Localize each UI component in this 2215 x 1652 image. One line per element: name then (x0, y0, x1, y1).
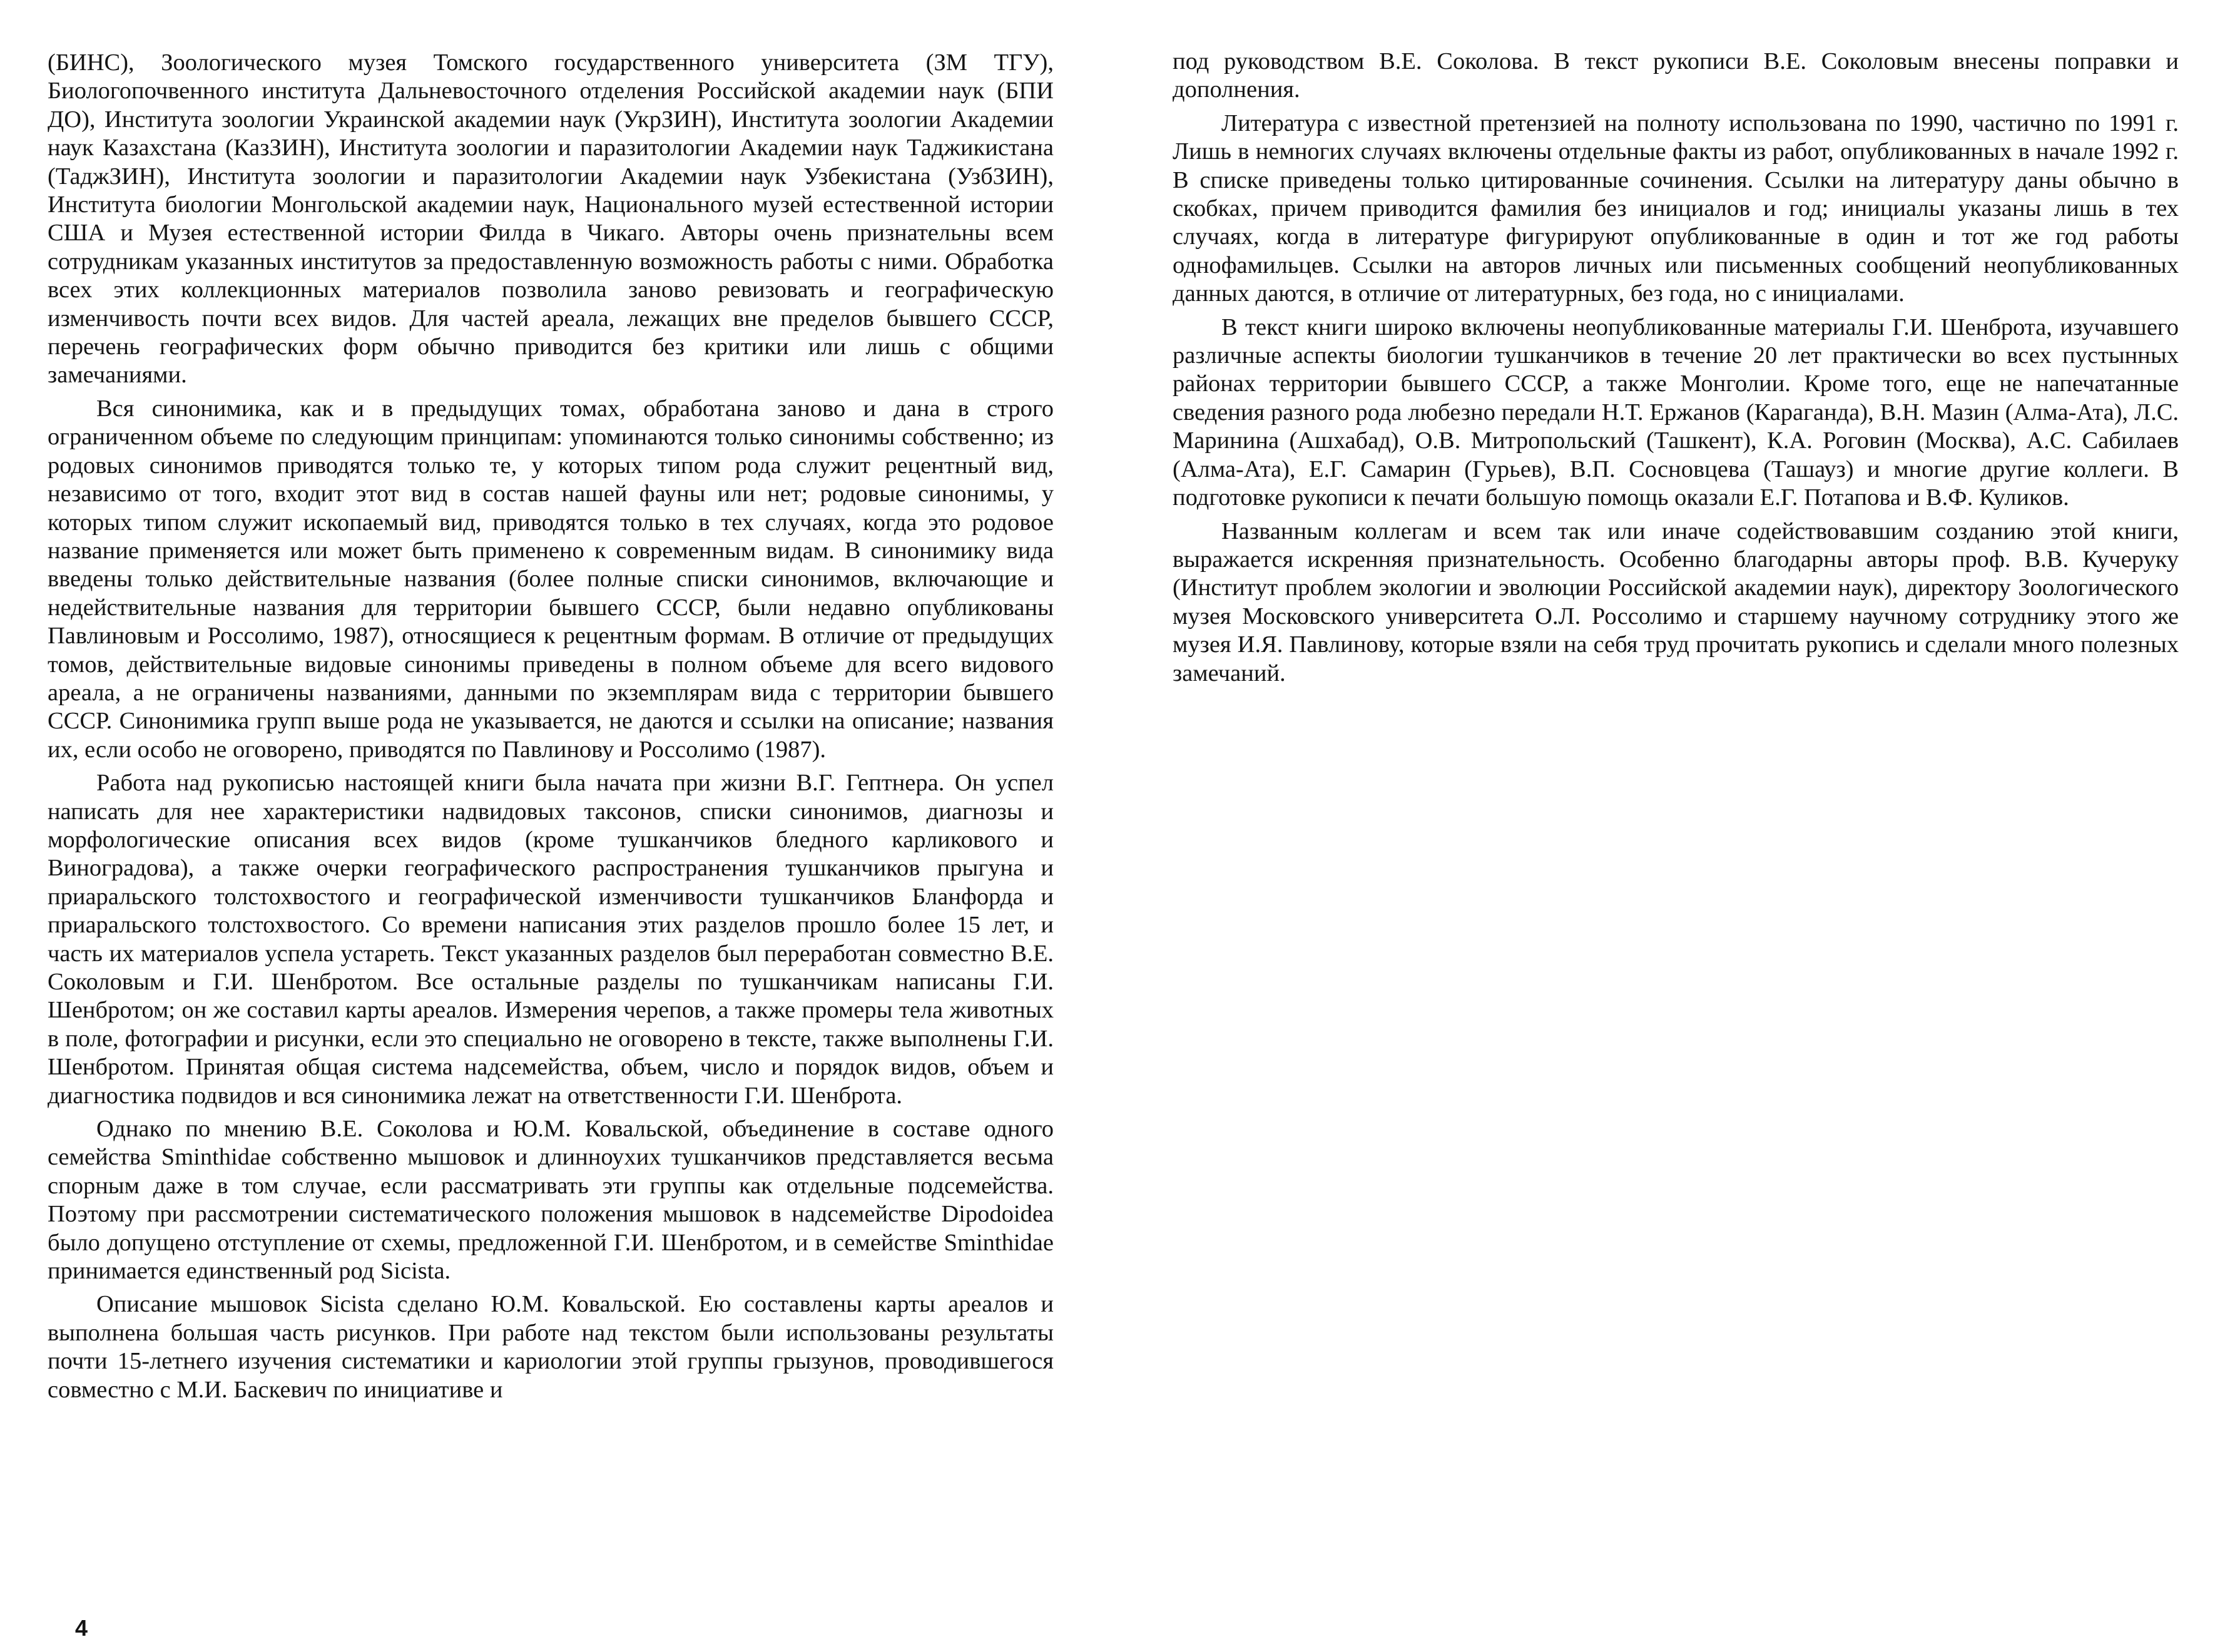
paragraph: Описание мышовок Sicista сделано Ю.М. Ковальской. Ею составлены карты ареалов и выполнена большая часть рисунков. При работе над текстом были использованы результаты почти 15-летнего изучения систематики и кариологии этой группы грызунов, проводившегося совместно с М.И. Баскевич по инициативе и (48, 1291, 1054, 1403)
paragraph: Литература с известной претензией на полноту использована по 1990, частично по 1991 г. Лишь в немногих случаях включены отдельные факты из работ, опубликованных в начале 1992 г. В списке приведены только цитированные сочинения. Ссылки на литературу даны обычно в скобках, причем приводится фамилия без инициалов и год; инициалы указаны лишь в тех случаях, когда в литературе фигурируют опубликованные в один и тот же год работы однофамильцев. Ссылки на авторов личных или письменных сообщений неопубликованных данных даются, в отличие от литературных, без года, но с инициалами. (1173, 110, 2179, 307)
paragraph: под руководством В.Е. Соколова. В текст рукописи В.Е. Соколовым внесены поправки и дополнения. (1173, 48, 2179, 103)
paragraph: Однако по мнению В.Е. Соколова и Ю.М. Ковальской, объединение в составе одного семейства Sminthidae собственно мышовок и длинноухих тушканчиков представляется весьма спорным даже в том случае, если рассматривать эти группы как отдельные подсемейства. Поэтому при рассмотрении систематического положения мышовок в надсемействе Dipodoidea было допущено отступление от схемы, предложенной Г.И. Шенбротом, и в семействе Sminthidae принимается единственный род Sicista. (48, 1116, 1054, 1285)
left-page (0, 0, 1064, 1652)
paragraph: В текст книги широко включены неопубликованные материалы Г.И. Шенброта, изучавшего различные аспекты биологии тушканчиков в течение 20 лет практически во всех пустынных районах территории бывшего СССР, а также Монголии. Кроме того, еще не напечатанные сведения разного рода любезно передали Н.Т. Ержанов (Караганда), В.Н. Мазин (Алма-Ата), Л.С. Маринина (Ашхабад), О.В. Митропольский (Ташкент), К.А. Роговин (Москва), А.С. Сабилаев (Алма-Ата), Е.Г. Самарин (Гурьев), В.П. Сосновцева (Ташауз) и многие другие коллеги. В подготовке рукописи к печати большую помощь оказали Е.Г. Потапова и В.Ф. Куликов. (1173, 314, 2179, 511)
right-text-column (1173, 48, 2179, 693)
page-number: 4 (75, 1615, 88, 1641)
paragraph: (БИНС), Зоологического музея Томского государственного университета (ЗМ ТГУ), Биологопочвенного института Дальневосточного отделения Российской академии наук (БПИ ДО), Института зоологии Украинской академии наук (УкрЗИН), Института зоологии Академии наук Казахстана (КазЗИН), Института зоологии и паразитологии Академии наук Таджикистана (ТаджЗИН), Института зоологии и паразитологии Академии наук Узбекистана (УзбЗИН), Института биологии Монгольской академии наук, Национального музей естественной истории США и Музея естественной истории Филда в Чикаго. Авторы очень признательны всем сотрудникам указанных институтов за предоставленную возможность работы с ними. Обработка всех этих коллекционных материалов позволила заново ревизовать и географическую изменчивость почти всех видов. Для частей ареала, лежащих вне пределов бывшего СССР, перечень географических форм обычно приводится без критики или лишь с общими замечаниями. (48, 49, 1054, 389)
paragraph: Названным коллегам и всем так или иначе содействовавшим созданию этой книги, выражается искренняя признательность. Особенно благодарны авторы проф. В.В. Кучеруку (Институт проблем экологии и эволюции Российской академии наук), директору Зоологического музея Московского университета О.Л. Россолимо и старшему научному сотруднику этого же музея И.Я. Павлинову, которые взяли на себя труд прочитать рукопись и сделали много полезных замечаний. (1173, 518, 2179, 686)
paragraph: Вся синонимика, как и в предыдущих томах, обработана заново и дана в строго ограниченном объеме по следующим принципам: упоминаются только синонимы собственно; из родовых синонимов приводятся только те, у которых типом рода служит рецентный вид, независимо от того, входит этот вид в состав нашей фауны или нет; родовые синонимы, у которых типом служит ископаемый вид, приводятся только в тех случаях, когда это родовое название применяется или может быть применено к современным видам. В синонимику вида введены только действительные названия (более полные списки синонимов, включающие и недействительные названия для территории бывшего СССР, были недавно опубликованы Павлиновым и Россолимо, 1987), относящиеся к рецентным формам. В отличие от предыдущих томов, действительные видовые синонимы приведены в полном объеме для всего видового ареала, а не ограничены названиями, данными по экземплярам вида с территории бывшего СССР. Синонимика групп выше рода не указывается, не даются и ссылки на описание; названия их, если особо не оговорено, приводятся по Павлинову и Россолимо (1987). (48, 395, 1054, 763)
left-text-column (48, 49, 1054, 1409)
right-page (1108, 0, 2179, 1652)
paragraph: Работа над рукописью настоящей книги была начата при жизни В.Г. Гептнера. Он успел написать для нее характеристики надвидовых таксонов, списки синонимов, диагнозы и морфологические описания всех видов (кроме тушканчиков бледного карликового и Виноградова), а также очерки географического распространения тушканчиков прыгуна и приаральского толстохвостого и географической изменчивости тушканчиков Бланфорда и приаральского толстохвостого. Со времени написания этих разделов прошло более 15 лет, и часть их материалов успела устареть. Текст указанных разделов был переработан совместно В.Е. Соколовым и Г.И. Шенбротом. Все остальные разделы по тушканчикам написаны Г.И. Шенбротом; он же составил карты ареалов. Измерения черепов, а также промеры тела животных в поле, фотографии и рисунки, если это специально не оговорено в тексте, также выполнены Г.И. Шенбротом. Принятая общая система надсемейства, объем, число и порядок видов, объем и диагностика подвидов и вся синонимика лежат на ответственности Г.И. Шенброта. (48, 770, 1054, 1109)
